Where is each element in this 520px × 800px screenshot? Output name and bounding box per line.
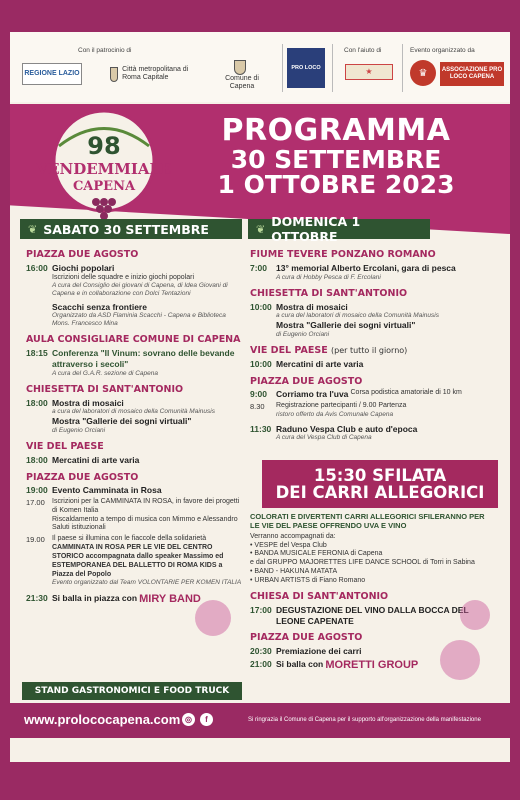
event-note: A cura del Vespa Club di Capena: [276, 434, 372, 442]
event-time: 9:00: [250, 389, 268, 400]
event-time: 18:00: [26, 454, 48, 465]
sfilata-line-1: 15:30 SFILATA: [313, 465, 447, 485]
event-title: Evento Camminata in Rosa: [52, 485, 162, 496]
event-title: Scacchi senza frontiere: [52, 301, 147, 312]
event-desc: CAMMINATA IN ROSA PER LE VIE DEL CENTRO STORICO accompagnata dallo speaker Massimo ed ESTEMPORANEA DEL BALLETTO DI ROMA KIDS a Piazza del Popolo: [52, 544, 224, 578]
associazione-logo: ASSOCIAZIONE PRO LOCO CAPENA: [440, 62, 504, 86]
divider: [282, 44, 283, 92]
divider: [332, 44, 333, 92]
event-title: Corriamo tra l'uva: [276, 389, 349, 400]
event-time: 17:00: [250, 605, 272, 616]
event-desc: Iscrizioni per la CAMMINATA IN ROSA, in favore dei progetti di Komen Italia: [52, 498, 240, 514]
instagram-icon[interactable]: ◎: [182, 713, 195, 726]
grape-icon: ❦: [28, 222, 38, 236]
event-title: Mostra "Gallerie dei sogni virtuali": [52, 416, 192, 427]
event-time: 21:30: [26, 592, 48, 603]
crest-icon: [234, 60, 246, 75]
place-heading: PIAZZA DUE AGOSTO: [250, 375, 363, 387]
event-time: 19:00: [26, 485, 48, 496]
place-heading: PIAZZA DUE AGOSTO: [250, 632, 363, 644]
event-time: 21:00: [250, 658, 272, 669]
event-row: [250, 263, 500, 274]
divider: [402, 44, 403, 92]
event-time: 18:15: [26, 348, 48, 359]
title-programma: PROGRAMMA: [221, 113, 451, 148]
place-heading: FIUME TEVERE PONZANO ROMANO: [250, 249, 436, 260]
citta-metro-logo: [110, 60, 192, 88]
event-desc: Registrazione partecipanti / 9.00 Partenza: [276, 402, 407, 409]
acc-item: • VESPE del Vespa Club: [250, 541, 327, 549]
event-desc: Riscaldamento a tempo di musica con Mimmo e Alessandro: [52, 515, 238, 523]
event-note: a cura del laboratori di mosaico della Comunità Mainusis: [52, 408, 215, 416]
event-time: 19.00: [26, 535, 45, 544]
event-title: Raduno Vespa Club e auto d'epoca: [276, 423, 418, 434]
place-heading: [250, 345, 500, 357]
place-heading: CHIESETTA DI SANT'ANTONIO: [26, 383, 184, 395]
event-title: Conferenza "Il Vinum: sovrano delle bevande attraverso i secoli": [52, 348, 235, 369]
event-title: Si balla in piazza con: [52, 592, 138, 603]
event-title: Mercatini di arte varia: [52, 454, 140, 465]
grape-icon: ❦: [256, 222, 266, 236]
event-title: Premiazione dei carri: [276, 646, 362, 657]
event-desc: Iscrizioni delle squadre e inizio giochi popolari: [52, 273, 195, 281]
event-row: [26, 348, 244, 369]
band-name: MORETTI GROUP: [325, 658, 419, 671]
carri-text: COLORATI E DIVERTENTI CARRI ALLEGORICI SFILERANNO PER LE VIE DEL PAESE OFFRENDO UVA E VINO: [250, 512, 485, 531]
day-header-sabato: [20, 219, 242, 239]
event-desc: Corsa podistica amatoriale di 10 km: [350, 389, 462, 397]
domenica-column: [250, 243, 500, 442]
comune-label: Comune di Capena: [225, 74, 259, 90]
event-title: Mostra di mosaici: [276, 301, 348, 312]
domenica-label: DOMENICA 1 OTTOBRE: [271, 214, 361, 244]
event-time: 10:00: [250, 301, 272, 312]
event-note: Organizzato da ASD Flaminia Scacchi - Capena e Biblioteca Mons. Francesco Mina: [52, 312, 226, 328]
event-note: di Eugenio Orciani: [276, 330, 330, 338]
event-time: 10:00: [250, 358, 272, 369]
place-extra: (per tutto il giorno): [331, 346, 408, 355]
vendemmiale-badge: [34, 106, 174, 224]
sponsor-logo-icon: ★: [365, 66, 373, 76]
event-note: a cura del laboratori di mosaico della Comunità Mainusis: [276, 312, 439, 320]
event-note: di Eugenio Orciani: [52, 426, 106, 434]
proloco-logo: PRO LOCO: [287, 48, 325, 88]
event-note: A cura del Consiglio dei giovani di Capena, di Idea Giovani di Capena e in collaborazione con Dolci Tentazioni: [52, 282, 228, 298]
acc-item: e dal GRUPPO MAJORETTES LIFE DANCE SCHOOL di Torri in Sabina: [250, 559, 475, 566]
event-desc: Il paese si illumina con le fiaccole della solidarietà: [52, 535, 207, 542]
badge-name: VENDEMMIALE: [36, 160, 172, 178]
citta-metro-label: Città metropolitana di Roma Capitale: [122, 66, 189, 81]
facebook-icon[interactable]: f: [200, 713, 213, 726]
grape-decoration: [195, 600, 231, 636]
place-heading: PIAZZA DUE AGOSTO: [26, 249, 139, 260]
shield-icon: [110, 67, 118, 82]
event-title: DEGUSTAZIONE DEL VINO DALLA BOCCA DEL LEONE CAPENATE: [276, 605, 469, 626]
event-title: Mercatini di arte varia: [276, 358, 364, 369]
organizzato-label: Evento organizzato da: [410, 47, 475, 54]
event-row: [250, 605, 495, 626]
stand-banner: STAND GASTRONOMICI E FOOD TRUCK: [22, 682, 242, 700]
place-heading: AULA CONSIGLIARE COMUNE DI CAPENA: [26, 334, 241, 346]
sfilata-banner: [262, 460, 498, 508]
carri-acc: Verranno accompagnati da:: [250, 532, 336, 540]
badge-town: CAPENA: [72, 179, 136, 194]
event-row: [26, 263, 244, 274]
event-time: 7:00: [250, 262, 268, 273]
badge-number: 98: [87, 132, 121, 160]
comune-logo: [212, 55, 272, 95]
event-row: [26, 485, 244, 496]
lion-icon: ♛: [410, 60, 436, 86]
aiuto-label: Con l'aiuto di: [344, 47, 382, 54]
event-row: [250, 359, 500, 370]
place-heading: VIE DEL PAESE: [26, 441, 104, 452]
event-title: Mostra "Gallerie dei sogni virtuali": [276, 320, 416, 331]
event-row: [26, 455, 244, 466]
patrocinio-label: Con il patrocinio di: [78, 47, 132, 54]
event-title: 13° memorial Alberto Ercolani, gara di pesca: [276, 262, 456, 273]
event-note: A cura del G.A.R. sezione di Capena: [52, 369, 158, 377]
place-name: VIE DEL PAESE: [250, 345, 328, 356]
program-title: [176, 113, 496, 200]
event-time: 20:30: [250, 646, 272, 657]
event-row: [250, 389, 500, 400]
title-dates-2: 1 OTTOBRE 2023: [217, 170, 455, 200]
sabato-column: [26, 243, 244, 606]
event-row: [26, 535, 244, 544]
acc-item: • BANDA MUSICALE FERONIA di Capena: [250, 550, 383, 558]
sfilata-line-2: DEI CARRI ALLEGORICI: [275, 483, 485, 502]
day-header-domenica: [248, 214, 430, 244]
event-time: 11:30: [250, 423, 272, 434]
event-title: Mostra di mosaici: [52, 397, 124, 408]
event-time: 17.00: [26, 498, 45, 507]
event-time: 16:00: [26, 262, 48, 273]
event-desc: Saluti istituzionali: [52, 524, 106, 532]
event-title: Giochi popolari: [52, 262, 115, 273]
regione-lazio-logo: REGIONE LAZIO: [22, 63, 82, 85]
event-row: [250, 302, 500, 313]
event-note: Evento organizzato dal Team VOLONTARIE PER KOMEN ITALIA: [52, 579, 242, 587]
event-note: ristoro offerto da Avis Comunale Capena: [276, 411, 394, 419]
grape-decoration: [440, 640, 480, 680]
event-note: A cura di Hobby Pesca di F. Ercolani: [276, 273, 381, 281]
event-row: [26, 498, 244, 516]
place-heading: CHIESETTA DI SANT'ANTONIO: [250, 287, 408, 299]
event-row: [250, 424, 500, 435]
thanks-note: Si ringrazia il Comune di Capena per il supporto all'organizzazione della manifestazione: [248, 717, 481, 723]
event-time: 8.30: [250, 402, 265, 411]
place-heading: CHIESA DI SANT'ANTONIO: [250, 591, 389, 603]
website-link[interactable]: www.prolococapena.com: [24, 712, 181, 727]
event-title: Si balla con: [276, 658, 324, 669]
acc-item: • URBAN ARTISTS di Fiano Romano: [250, 576, 366, 584]
place-heading: PIAZZA DUE AGOSTO: [26, 471, 139, 483]
event-row: [26, 398, 244, 409]
sponsor-logo: [345, 64, 393, 80]
event-time: 18:00: [26, 397, 48, 408]
sabato-label: SABATO 30 SETTEMBRE: [43, 221, 209, 237]
acc-item: • BAND - HAKUNA MATATA: [250, 567, 338, 575]
band-name: MIRY BAND: [139, 592, 201, 605]
grape-decoration: [460, 600, 490, 630]
event-row: [250, 402, 500, 411]
title-dates-1: 30 SETTEMBRE: [230, 144, 442, 174]
